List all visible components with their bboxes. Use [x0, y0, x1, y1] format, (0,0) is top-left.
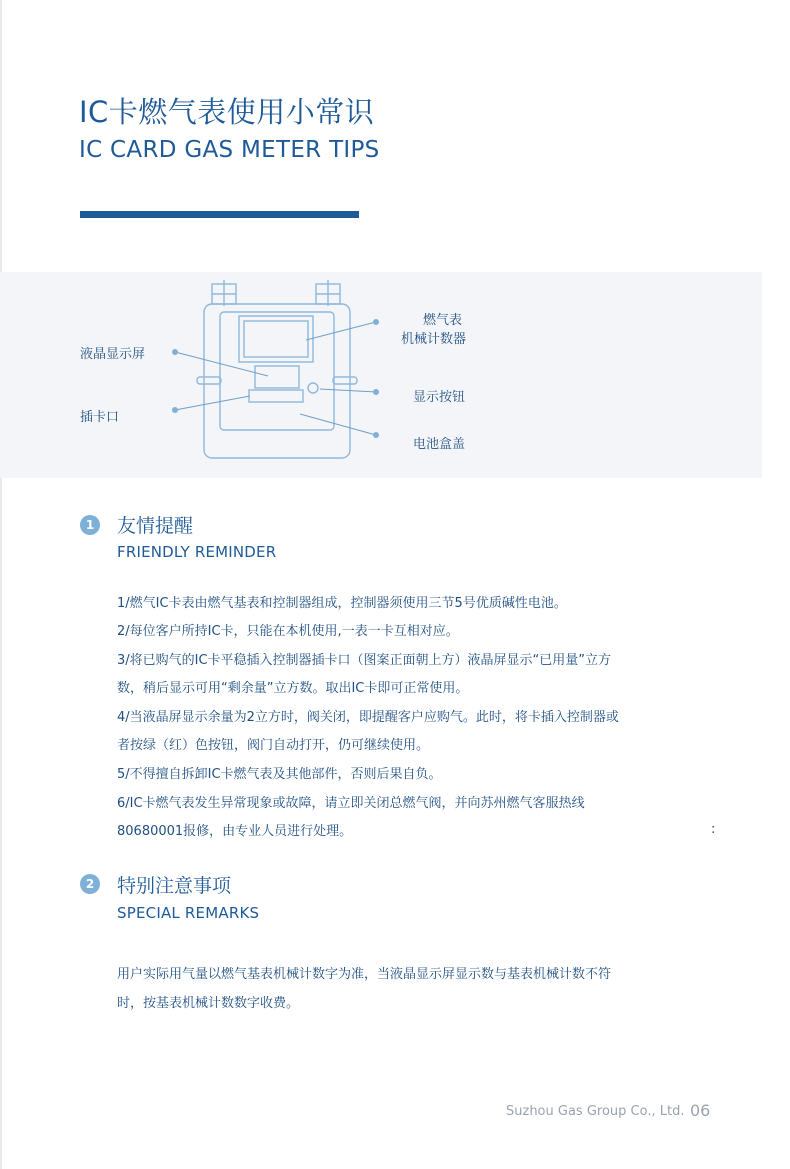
gas-meter-diagram	[0, 272, 762, 478]
reminder-line: 3/将已购气的IC卡平稳插入控制器插卡口（图案正面朝上方）液晶屏显示“已用量”立方	[117, 653, 612, 668]
page-number: 06	[690, 1101, 711, 1120]
stray-mark: :	[711, 822, 716, 837]
reminder-line: 者按绿（红）色按钮，阀门自动打开，仍可继续使用。	[117, 738, 430, 753]
reminder-line: 80680001报修，由专业人员进行处理。	[117, 824, 353, 839]
label-battery-cover: 电池盒盖	[413, 437, 466, 452]
remark-line: 用户实际用气量以燃气基表机械计数字为准，当液晶显示屏显示数与基表机械计数不符	[117, 967, 612, 982]
section-number-badge: 2	[80, 874, 100, 894]
reminder-line: 数，稍后显示可用“剩余量”立方数。取出IC卡即可正常使用。	[117, 681, 469, 696]
section-title-cn: 友情提醒	[117, 515, 194, 537]
leader-lines	[172, 319, 379, 438]
label-mech-counter-line2: 机械计数器	[401, 332, 467, 347]
footer-company: Suzhou Gas Group Co., Ltd.	[506, 1104, 685, 1119]
label-mech-counter-line1: 燃气表	[423, 313, 463, 328]
reminder-line: 1/燃气IC卡表由燃气基表和控制器组成，控制器须使用三节5号优质碱性电池。	[117, 596, 567, 611]
label-display-button: 显示按钮	[413, 390, 466, 405]
reminder-line: 4/当液晶屏显示余量为2立方时，阀关闭，即提醒客户应购气。此时，将卡插入控制器或	[117, 710, 619, 725]
page-left-edge	[0, 0, 2, 1169]
gas-meter-outline-icon	[197, 280, 357, 458]
label-card-slot: 插卡口	[80, 410, 120, 425]
section-number-badge: 1	[80, 515, 100, 535]
page-title-cn: IC卡燃气表使用小常识	[79, 95, 375, 129]
title-underline	[80, 211, 359, 218]
remark-line: 时，按基表机械计数数字收费。	[117, 996, 300, 1011]
section-title-cn: 特别注意事项	[117, 875, 232, 897]
section-title-en: FRIENDLY REMINDER	[117, 543, 277, 561]
page-title-en: IC CARD GAS METER TIPS	[79, 137, 380, 163]
reminder-line: 5/不得擅自拆卸IC卡燃气表及其他部件，否则后果自负。	[117, 767, 442, 782]
label-lcd-screen: 液晶显示屏	[80, 347, 146, 362]
reminder-line: 2/每位客户所持IC卡，只能在本机使用,一表一卡互相对应。	[117, 624, 459, 639]
section-title-en: SPECIAL REMARKS	[117, 904, 260, 922]
reminder-line: 6/IC卡燃气表发生异常现象或故障，请立即关闭总燃气阀，并向苏州燃气客服热线	[117, 796, 585, 811]
